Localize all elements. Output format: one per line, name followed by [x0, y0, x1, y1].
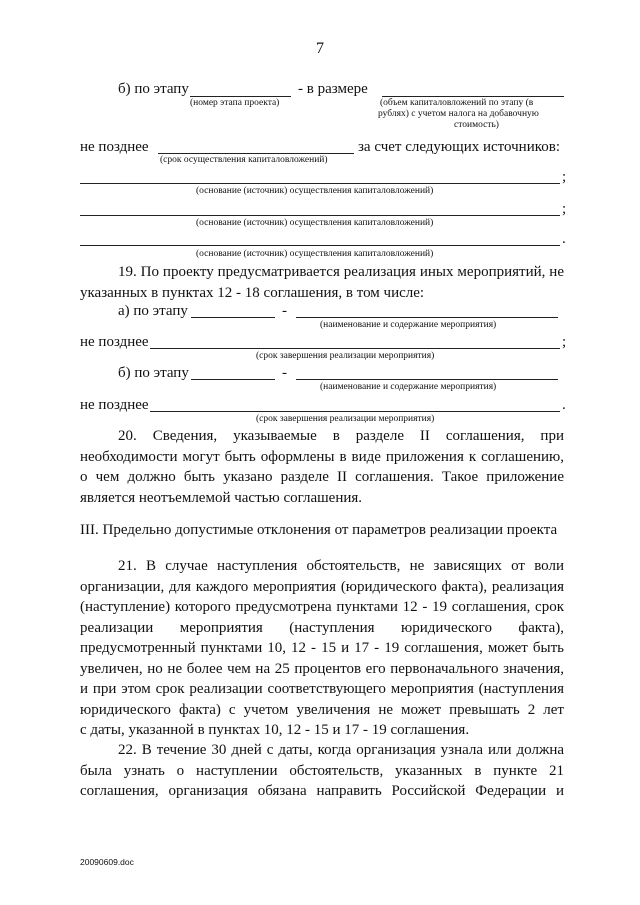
- basis-line-2: [80, 215, 560, 216]
- p19-b-caption-completion: (срок завершения реализации мероприятия): [256, 414, 435, 424]
- p21-line-6: увеличен, но не более чем на 25 процентов его первоначального значения,: [80, 660, 564, 677]
- paragraph-19: [80, 262, 564, 303]
- amount-blank: [382, 96, 564, 97]
- basis-line-1-end: ;: [562, 169, 567, 185]
- caption-stage-number: (номер этапа проекта): [190, 98, 280, 108]
- basis-line-1: [80, 183, 560, 184]
- p19-b-caption-measure: (наименование и содержание мероприятия): [320, 382, 497, 392]
- p19-a-dash: -: [282, 303, 287, 319]
- p21-line-4: реализации мероприятия (наступления юридического факта),: [80, 619, 564, 636]
- basis-caption-2: (основание (источник) осуществления капиталовложений): [196, 218, 434, 228]
- p19-a-stage-blank: [191, 317, 275, 318]
- deadline-label: не позднее: [80, 139, 149, 155]
- p19-b-measure-blank: [296, 379, 558, 380]
- basis-line-3: [80, 245, 560, 246]
- p21-line-7: и при этом срок реализации соответствующего мероприятия (наступления: [80, 681, 564, 697]
- p19-a-deadline-blank: [150, 348, 560, 349]
- p19-b-dash: -: [282, 365, 287, 381]
- page-number: 7: [316, 40, 324, 57]
- p19-a-end: ;: [562, 334, 567, 350]
- p21-line-8: юридического факта) с учетом увеличения не может превышать 2 лет: [80, 701, 564, 718]
- sources-label: за счет следующих источников:: [358, 139, 560, 155]
- p22-line-3: соглашения, организация обязана направить Российской Федерации и: [80, 783, 564, 799]
- p20-line-4: является неотъемлемой частью соглашения.: [80, 489, 363, 506]
- section-heading: III. Предельно допустимые отклонения от параметров реализации проекта: [80, 522, 558, 538]
- p22-line-2: была узнать о наступлении обстоятельств, указанных в пункте 21: [80, 762, 564, 779]
- p19-a-deadline-label: не позднее: [80, 334, 149, 350]
- p19-line-1: 19. По проекту предусматривается реализация иных мероприятий, не: [118, 264, 564, 280]
- basis-caption-1: (основание (источник) осуществления капиталовложений): [196, 186, 434, 196]
- p19-b-end: .: [562, 397, 566, 413]
- p19-line-2: указанных в пунктах 12 - 18 соглашения, в том числе:: [80, 284, 425, 301]
- p19-a-measure-blank: [296, 317, 558, 318]
- p19-a-caption-completion: (срок завершения реализации мероприятия): [256, 351, 435, 361]
- term-blank: [158, 153, 354, 154]
- stage-b-dash: - в размере: [298, 81, 368, 97]
- paragraph-21: [80, 556, 564, 741]
- p19-a-caption-measure: (наименование и содержание мероприятия): [320, 320, 497, 330]
- paragraph-20: [80, 426, 564, 508]
- p22-line-1: 22. В течение 30 дней с даты, когда организация узнала или должна: [118, 742, 564, 758]
- footer-filename: 20090609.doc: [80, 857, 134, 867]
- p19-b-deadline-label: не позднее: [80, 397, 149, 413]
- caption-amount-3: стоимость): [454, 120, 499, 130]
- p21-line-2: организации, для каждого мероприятия (юридического факта), реализация: [80, 578, 564, 595]
- p20-line-1: 20. Сведения, указываемые в разделе II соглашения, при: [118, 428, 564, 444]
- p21-line-1: 21. В случае наступления обстоятельств, не зависящих от воли: [118, 558, 564, 574]
- paragraph-22: [80, 740, 564, 802]
- p19-a-label: а) по этапу: [118, 303, 188, 319]
- p21-line-9: с даты, указанной в пунктах 10, 12 - 15 и 17 - 19 соглашения.: [80, 722, 470, 738]
- p20-line-3: о чем должно быть указано разделе II соглашения. Такое приложение: [80, 469, 564, 485]
- stage-b-label: б) по этапу: [118, 81, 189, 97]
- stage-number-blank: [190, 96, 291, 97]
- p21-line-3: (наступление) которого предусмотрена пунктами 12 - 19 соглашения, срок: [80, 599, 564, 615]
- caption-amount-1: (объем капиталовложений по этапу (в: [380, 98, 534, 108]
- caption-amount-2: рублях) с учетом налога на добавочную: [378, 109, 539, 119]
- p19-b-label: б) по этапу: [118, 365, 189, 381]
- p20-line-2: необходимости могут быть оформлены в виде приложения к соглашению,: [80, 448, 564, 465]
- caption-term: (срок осуществления капиталовложений): [160, 155, 328, 165]
- p19-b-stage-blank: [191, 379, 275, 380]
- p19-b-deadline-blank: [150, 411, 560, 412]
- basis-line-3-end: .: [562, 231, 566, 247]
- p21-line-5: предусмотренный пунктами 10, 12 - 15 и 17 - 19 соглашения, может быть: [80, 640, 564, 656]
- basis-line-2-end: ;: [562, 201, 567, 217]
- basis-caption-3: (основание (источник) осуществления капиталовложений): [196, 249, 434, 259]
